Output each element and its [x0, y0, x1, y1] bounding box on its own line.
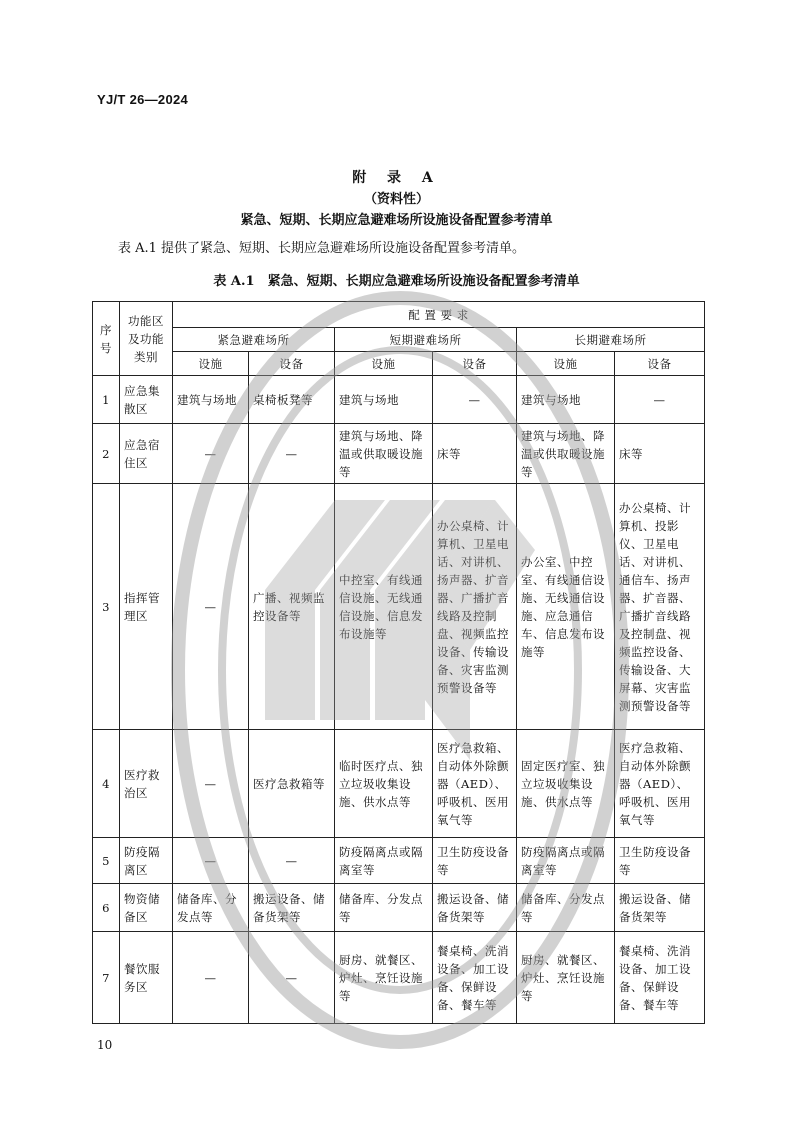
document-code: YJ/T 26—2024 [97, 92, 189, 107]
cell-long-facility: 建筑与场地、降温或供取暖设施等 [517, 424, 615, 484]
intro-paragraph: 表 A.1 提供了紧急、短期、长期应急避难场所设施设备配置参考清单。 [118, 241, 526, 256]
cell-seq: 5 [93, 838, 120, 884]
cell-short-facility: 中控室、有线通信设施、无线通信设施、信息发布设施等 [335, 484, 433, 730]
table-row [93, 730, 705, 838]
appendix-note: （资料性） [363, 192, 429, 207]
cell-long-facility: 厨房、就餐区、炉灶、烹饪设施等 [517, 932, 615, 1024]
cell-long-equipment: 床等 [615, 424, 705, 484]
cell-emergency-facility: 建筑与场地 [173, 376, 249, 424]
cell-area: 指挥管理区 [120, 484, 173, 730]
cell-short-equipment: — [433, 376, 517, 424]
cell-area: 物资储备区 [120, 884, 173, 932]
header-group-long: 长期避难场所 [517, 328, 705, 352]
cell-seq: 2 [93, 424, 120, 484]
cell-emergency-equipment: — [249, 838, 335, 884]
cell-short-facility: 临时医疗点、独立垃圾收集设施、供水点等 [335, 730, 433, 838]
cell-area: 防疫隔离区 [120, 838, 173, 884]
cell-seq: 6 [93, 884, 120, 932]
table-row [93, 932, 705, 1024]
cell-seq: 3 [93, 484, 120, 730]
cell-seq: 1 [93, 376, 120, 424]
cell-long-equipment: 卫生防疫设备等 [615, 838, 705, 884]
table-row [93, 884, 705, 932]
table-row [93, 376, 705, 424]
table-row [93, 838, 705, 884]
cell-emergency-facility: — [173, 484, 249, 730]
cell-long-equipment: 办公桌椅、计算机、投影仪、卫星电话、对讲机、通信车、扬声器、扩音器、广播扩音线路及控制盘、视频监控设备、传输设备、大屏幕、灾害监测预警设备等 [615, 484, 705, 730]
cell-emergency-facility: — [173, 838, 249, 884]
cell-short-facility: 建筑与场地 [335, 376, 433, 424]
cell-long-equipment: — [615, 376, 705, 424]
cell-short-equipment: 床等 [433, 424, 517, 484]
config-table [92, 301, 705, 1024]
cell-emergency-equipment: 搬运设备、储备货架等 [249, 884, 335, 932]
header-equipment: 设备 [249, 352, 335, 376]
cell-area: 应急宿住区 [120, 424, 173, 484]
cell-emergency-facility: — [173, 424, 249, 484]
cell-long-equipment: 医疗急救箱、自动体外除颤器（AED）、呼吸机、医用氧气等 [615, 730, 705, 838]
cell-short-facility: 厨房、就餐区、炉灶、烹饪设施等 [335, 932, 433, 1024]
cell-long-facility: 办公室、中控室、有线通信设施、无线通信设施、应急通信车、信息发布设施等 [517, 484, 615, 730]
cell-short-equipment: 办公桌椅、计算机、卫星电话、对讲机、扬声器、扩音器、广播扩音线路及控制盘、视频监控设备、传输设备、灾害监测预警设备等 [433, 484, 517, 730]
table-row [93, 424, 705, 484]
cell-long-facility: 储备库、分发点等 [517, 884, 615, 932]
header-facility: 设施 [335, 352, 433, 376]
cell-long-equipment: 餐桌椅、洗消设备、加工设备、保鲜设备、餐车等 [615, 932, 705, 1024]
cell-area: 应急集散区 [120, 376, 173, 424]
cell-area: 餐饮服务区 [120, 932, 173, 1024]
header-equipment: 设备 [615, 352, 705, 376]
cell-long-facility: 固定医疗室、独立垃圾收集设施、供水点等 [517, 730, 615, 838]
cell-short-facility: 防疫隔离点或隔离室等 [335, 838, 433, 884]
cell-area: 医疗救治区 [120, 730, 173, 838]
cell-emergency-equipment: — [249, 424, 335, 484]
header-equipment: 设备 [433, 352, 517, 376]
cell-short-equipment: 搬运设备、储备货架等 [433, 884, 517, 932]
cell-seq: 4 [93, 730, 120, 838]
cell-long-facility: 防疫隔离点或隔离室等 [517, 838, 615, 884]
header-facility: 设施 [517, 352, 615, 376]
cell-short-facility: 储备库、分发点等 [335, 884, 433, 932]
cell-emergency-equipment: — [249, 932, 335, 1024]
cell-seq: 7 [93, 932, 120, 1024]
header-area: 功能区及功能类别 [120, 302, 173, 376]
cell-emergency-equipment: 广播、视频监控设备等 [249, 484, 335, 730]
appendix-title: 附 录 A [352, 170, 441, 186]
cell-short-equipment: 医疗急救箱、自动体外除颤器（AED）、呼吸机、医用氧气等 [433, 730, 517, 838]
cell-emergency-equipment: 桌椅板凳等 [249, 376, 335, 424]
cell-emergency-equipment: 医疗急救箱等 [249, 730, 335, 838]
header-group-short: 短期避难场所 [335, 328, 517, 352]
header-group-emergency: 紧急避难场所 [173, 328, 335, 352]
cell-emergency-facility: — [173, 932, 249, 1024]
page-number: 10 [97, 1038, 113, 1052]
table-row [93, 484, 705, 730]
header-config: 配 置 要 求 [173, 302, 705, 328]
appendix-heading: 紧急、短期、长期应急避难场所设施设备配置参考清单 [240, 213, 553, 228]
header-facility: 设施 [173, 352, 249, 376]
cell-emergency-facility: — [173, 730, 249, 838]
cell-emergency-facility: 储备库、分发点等 [173, 884, 249, 932]
cell-short-facility: 建筑与场地、降温或供取暖设施等 [335, 424, 433, 484]
cell-long-facility: 建筑与场地 [517, 376, 615, 424]
cell-short-equipment: 餐桌椅、洗消设备、加工设备、保鲜设备、餐车等 [433, 932, 517, 1024]
header-seq: 序号 [93, 302, 120, 376]
cell-long-equipment: 搬运设备、储备货架等 [615, 884, 705, 932]
cell-short-equipment: 卫生防疫设备等 [433, 838, 517, 884]
table-caption: 表 A.1 紧急、短期、长期应急避难场所设施设备配置参考清单 [213, 274, 580, 289]
